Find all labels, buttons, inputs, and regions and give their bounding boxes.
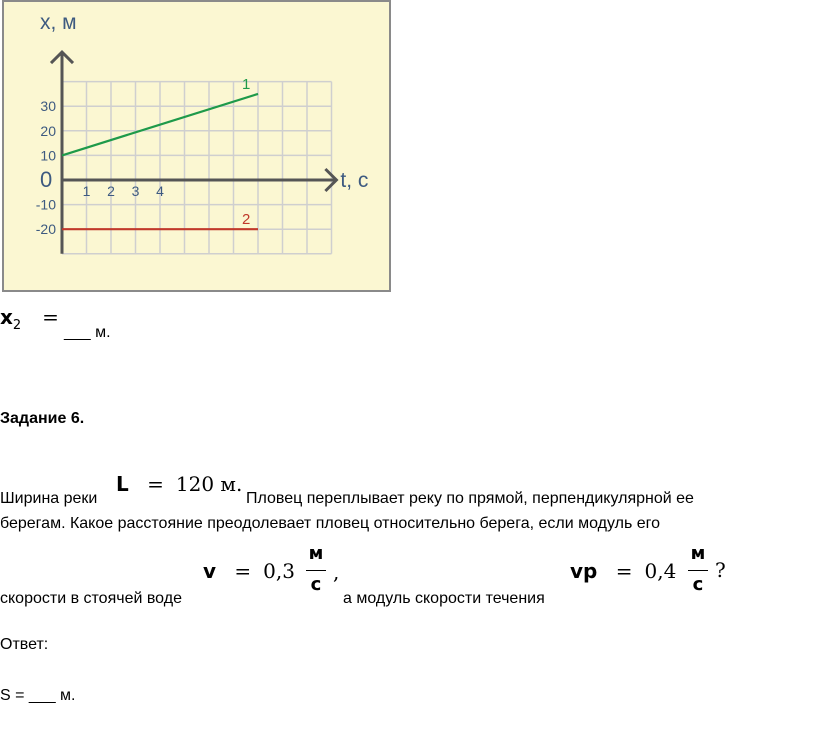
y-tick-label: 20 — [40, 122, 56, 139]
answer-label: Ответ: — [0, 636, 49, 653]
vp-after: ? — [715, 558, 726, 582]
vp-formula — [570, 559, 676, 583]
x2-sub: 2 — [12, 318, 22, 333]
v-after: , — [333, 560, 340, 584]
v-unit-line — [306, 570, 326, 571]
position-time-chart — [4, 2, 393, 294]
task-title: Задание 6. — [0, 410, 85, 427]
task-line2: берегам. Какое расстояние преодолевает пловец относительно берега, если модуль его — [0, 515, 661, 532]
L-formula — [116, 472, 242, 496]
x-axis-label: t, с — [340, 169, 369, 192]
L-eq: = — [147, 472, 164, 496]
v-unit-num: м — [308, 543, 324, 564]
y-tick-label: 30 — [40, 98, 56, 115]
x2-answer-field[interactable] — [64, 324, 111, 342]
x2-blank[interactable]: ___ — [64, 324, 91, 341]
task-line1-end: Пловец переплывает реку по прямой, перпендикулярной ее — [246, 490, 694, 507]
vp-eq: = — [615, 559, 633, 583]
vp-value: 0,4 — [644, 559, 677, 583]
answer-line[interactable]: S = ___ м. — [0, 687, 76, 704]
v-unit-den: с — [310, 574, 322, 595]
task-line3-mid: а модуль скорости течения — [343, 590, 545, 607]
y-tick-label: 10 — [40, 147, 56, 164]
L-value: 120 м. — [175, 472, 243, 496]
task-line1-start: Ширина реки — [0, 490, 98, 507]
series-label-1: 1 — [242, 75, 251, 93]
vp-unit-num: м — [690, 543, 706, 564]
L-var: L — [116, 472, 129, 496]
vp-unit-line — [688, 570, 708, 571]
y-tick-label: -10 — [35, 196, 56, 213]
v-eq: = — [234, 559, 252, 583]
vp-var: vр — [570, 559, 598, 583]
x2-unit: м. — [95, 324, 111, 341]
series-label-2: 2 — [242, 211, 251, 229]
v-var: v — [203, 559, 217, 583]
x-tick-label: 1 — [82, 183, 91, 199]
v-formula — [203, 559, 295, 583]
y-axis-label: x, м — [40, 11, 77, 34]
v-value: 0,3 — [263, 559, 295, 583]
task-line3-start: скорости в стоячей воде — [0, 590, 182, 607]
x2-formula — [0, 305, 59, 333]
x2-eq: = — [42, 305, 59, 329]
x-tick-label: 2 — [107, 183, 115, 199]
graph-panel — [2, 0, 391, 292]
x-tick-label: 4 — [156, 183, 164, 199]
x-tick-label: 3 — [131, 183, 140, 199]
y-tick-label: -20 — [35, 221, 56, 238]
vp-unit-den: с — [692, 574, 704, 595]
origin-label: 0 — [40, 167, 53, 192]
x2-var: x — [0, 305, 13, 329]
